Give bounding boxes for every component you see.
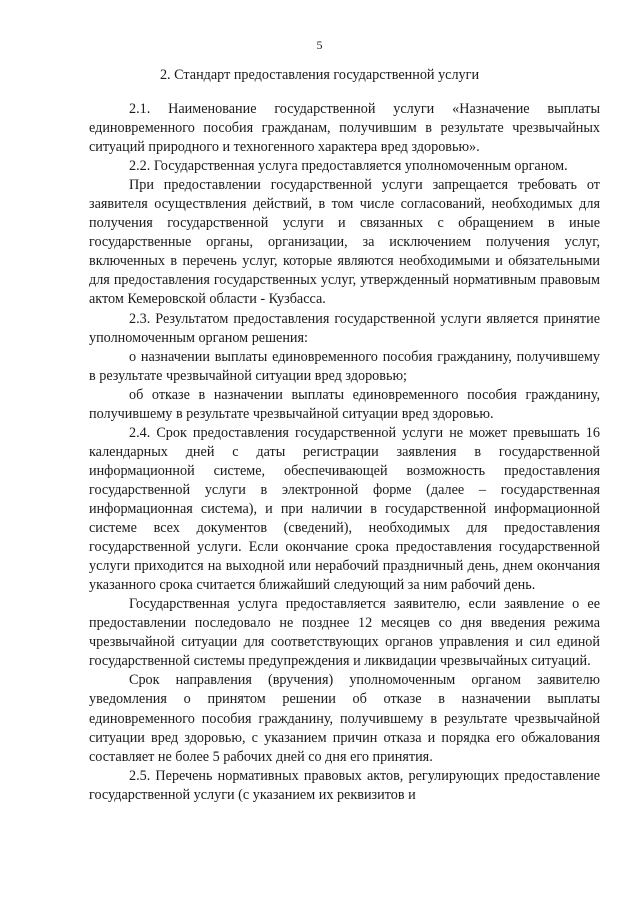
paragraph-notification-term: Срок направления (вручения) уполномоченным органом заявителю уведомления о принятом решении об отказе в назначении выплаты единовременного пособия гражданину, получившему в результате чрезвычайной ситуации вред здоровью, с указанием причин отказа и порядка его обжалования составляет не более 5 рабочих дней со дня его принятия. xyxy=(89,672,600,765)
paragraph-result-grant: о назначении выплаты единовременного пособия гражданину, получившему в результате чрезвычайной ситуации вред здоровью; xyxy=(89,348,600,384)
paragraph-prohibition: При предоставлении государственной услуги запрещается требовать от заявителя осуществления действий, в том числе согласований, необходимых для получения государственной услуги и связанных с обращением в иные государственные органы, организации, за исключением получения услуг, включенных в перечень услуг, которые являются необходимыми и обязательными для предоставления государственных услуг, утвержденный нормативным правовым актом Кемеровской области - Кузбасса. xyxy=(89,177,600,308)
paragraph-2-1-service-name: 2.1. Наименование государственной услуги «Назначение выплаты единовременного пособия гражданам, получившим в результате чрезвычайных ситуаций природного и техногенного характера вред здоровью». xyxy=(89,101,600,156)
section-title: 2. Стандарт предоставления государственной услуги xyxy=(159,67,480,83)
paragraph-application-deadline: Государственная услуга предоставляется заявителю, если заявление о ее предоставлении последовало не позднее 12 месяцев со дня введения режима чрезвычайной ситуации для соответствующих органов управления и сил единой государственной системы предупреждения и ликвидации чрезвычайных ситуаций. xyxy=(89,596,600,670)
paragraph-2-2-provider: 2.2. Государственная услуга предоставляется уполномоченным органом. xyxy=(129,158,568,175)
paragraph-result-refusal: об отказе в назначении выплаты единовременного пособия гражданину, получившему в результате чрезвычайной ситуации вред здоровью. xyxy=(89,386,600,422)
paragraph-2-5-legal-acts: 2.5. Перечень нормативных правовых актов, регулирующих предоставление государственной услуги (с указанием их реквизитов и xyxy=(89,767,600,803)
page-number: 5 xyxy=(316,38,323,52)
paragraph-2-4-term: 2.4. Срок предоставления государственной услуги не может превышать 16 календарных дней с даты регистрации заявления в государственной информационной системе, обеспечивающей возможность предоставления государственной услуги в электронной форме (далее – государственная информационная система), и при наличии в государственной информационной системе всех документов (сведений), необходимых для предоставления государственной услуги. Если окончание срока предоставления государственной услуги приходится на выходной или нерабочий праздничный день, днем окончания указанного срока считается ближайший следующий за ним рабочий день. xyxy=(89,424,600,594)
document-body xyxy=(89,100,600,805)
paragraph-2-3-result: 2.3. Результатом предоставления государственной услуги является принятие уполномоченным органом решения: xyxy=(89,310,600,346)
